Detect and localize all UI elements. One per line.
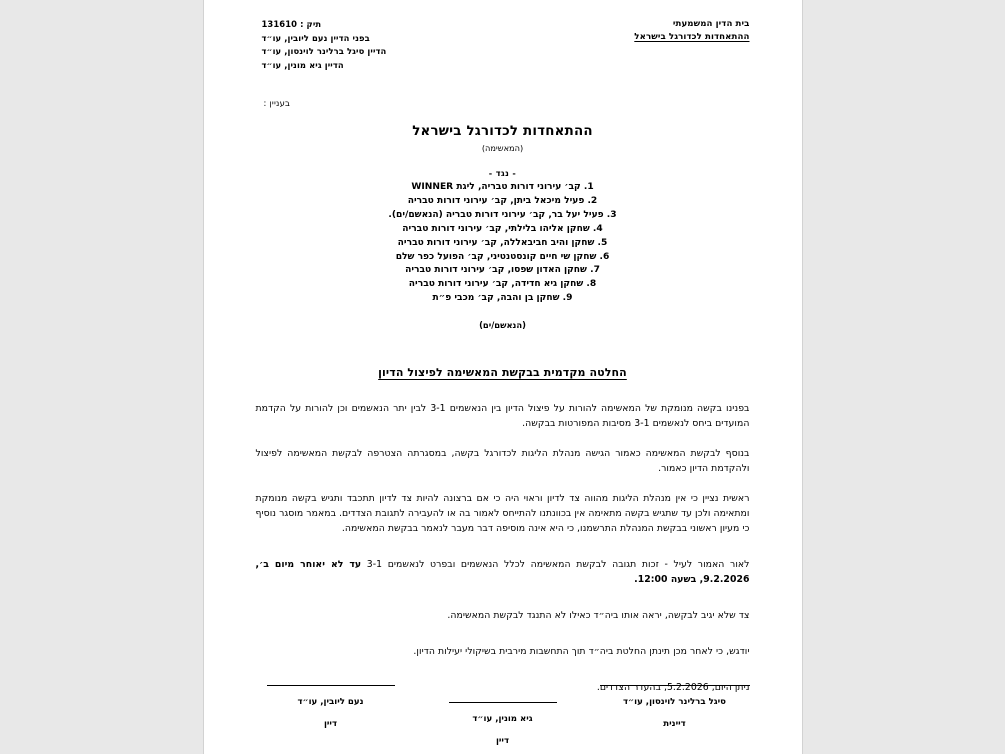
versus-separator: - נגד - [488, 168, 517, 179]
document-page [204, 0, 802, 754]
decision-paragraph-3: ראשית נציין כי אין מנהלת הליגות מהווה צד לדיון וראוי היה כי אם ברצונה להיות צד לדיון תתכבד ותגיש בקשה מנומקת ומתאימה ולכן עד שתגיש בקשה מתאימה אין בכוונתנו להתייחס לאמור בה או להעבירה לתגובת הצדדים. במאמר מוסגר נוסיף כי מעיון ראשוני בבקשת המנהלת התרשמנו, כי היא אינה מוסיפה דבר מעבר לנאמר בבקשת המאשימה. [255, 492, 750, 535]
case-number-line: תיק : 131610 [261, 19, 322, 29]
complainant-role: (המאשימה) [481, 143, 524, 154]
list-item: 2. פעיל מיכאל ביתן, קב׳ עירוני דורות טבריה [407, 196, 598, 207]
tribunal-identity [634, 18, 749, 45]
tribunal-name-line2: ההתאחדות לכדורגל בישראל [634, 32, 750, 43]
list-item: 5. שחקן והיב חביבאללה, קב׳ עירוני דורות טבריה [397, 237, 608, 248]
signature-name: נעם ליובין, עו״ד [297, 696, 364, 707]
signature-line [600, 685, 750, 686]
list-item: 7. שחקן האדון שפסו, קב׳ עירוני דורות טבריה [405, 265, 600, 276]
judge-line-3: הדיין גיא מונין, עו״ד [261, 59, 344, 70]
respondents-role: (הנאשם/ים) [479, 319, 526, 330]
signature-line [267, 685, 395, 686]
signature-role: דיין [323, 719, 338, 730]
decision-closing-2: יודגש, כי לאחר מכן תינתן החלטת ביה״ד תוך התחשבות מירבית בשיקולי יעילות הדיון. [413, 646, 750, 658]
decision-heading: החלטה מקדמית בבקשת המאשימה לפיצול הדיון [378, 365, 627, 379]
signature-name: גיא מונין, עו״ד [472, 713, 533, 724]
case-metadata [256, 18, 387, 72]
signature-role: דיינית [663, 719, 686, 730]
decision-issued-line: ניתן היום, 5.2.2026, בהעדר הצדדים. [596, 682, 750, 694]
tribunal-name-line1: בית הדין המשמעתי [672, 19, 750, 29]
list-item: 6. שחקן שי חיים קונסטנטיני, קב׳ הפועל כפר שלם [395, 251, 610, 262]
judge-line-2: הדיין סיגל ברלינר לוינסון, עו״ד [261, 46, 387, 57]
list-item: 8. שחקן גיא חדידה, קב׳ עירוני דורות טבריה [408, 279, 597, 290]
signature-role: דיין [495, 736, 510, 747]
signature-judge-3 [256, 685, 406, 729]
list-item: 9. שחקן בן והבה, קב׳ מכבי פ״ת [432, 292, 573, 303]
signature-judge-2 [428, 702, 578, 746]
list-item: 4. שחקן אליהו בלילתי, קב׳ עירוני דורות טבריה [402, 223, 603, 234]
respondents-list [256, 181, 750, 305]
signature-name: סיגל ברלינר לוינסון, עו״ד [622, 696, 726, 707]
decision-closing-1: צד שלא יגיב לבקשה, יראה אותו ביה״ד כאילו לא התנגד לבקשת המאשימה. [447, 610, 750, 622]
deadline-emphasis: עד לא יאוחר מיום ב׳, 9.2.2026, בשעה 12:00. [255, 559, 750, 586]
document-header [256, 18, 750, 72]
judge-line-1: בפני הדיין נעם ליובין, עו״ד [261, 32, 370, 43]
deadline-prefix: לאור האמור לעיל - זכות תגובה לבקשת המאשימה לכלל הנאשמים ובפרט לנאשמים 3-1 [361, 559, 750, 571]
list-item: 3. פעיל יעל בר, קב׳ עירוני דורות טבריה (הנאשם/ים). [388, 210, 617, 221]
decision-paragraph-1: בפנינו בקשה מנומקת של המאשימה להורות על פיצול הדיון בין הנאשמים 3-1 לבין יתר הנאשמים וכן להורות על הקדמת המועדים ביחס לנאשמים 3-1 מסיבות המפורטות בבקשה. [255, 402, 750, 429]
signature-block [256, 685, 750, 746]
decision-paragraph-2: בנוסף לבקשת המאשימה כאמור הגישה מנהלת הליגות לכדורגל בקשה, במסגרתה הצטרפה לבקשת המאשימה לפיצול ולהקדמת הדיון כאמור. [255, 447, 750, 474]
complainant-name: ההתאחדות לכדורגל בישראל [412, 124, 593, 140]
decision-body [256, 401, 750, 696]
signature-line [449, 702, 557, 703]
decision-deadline-paragraph [256, 557, 750, 587]
signature-judge-1 [600, 685, 750, 729]
list-item: 1. קב׳ עירוני דורות טבריה, ליגת WINNER [411, 182, 594, 193]
subject-label: בעניין : [263, 98, 291, 109]
